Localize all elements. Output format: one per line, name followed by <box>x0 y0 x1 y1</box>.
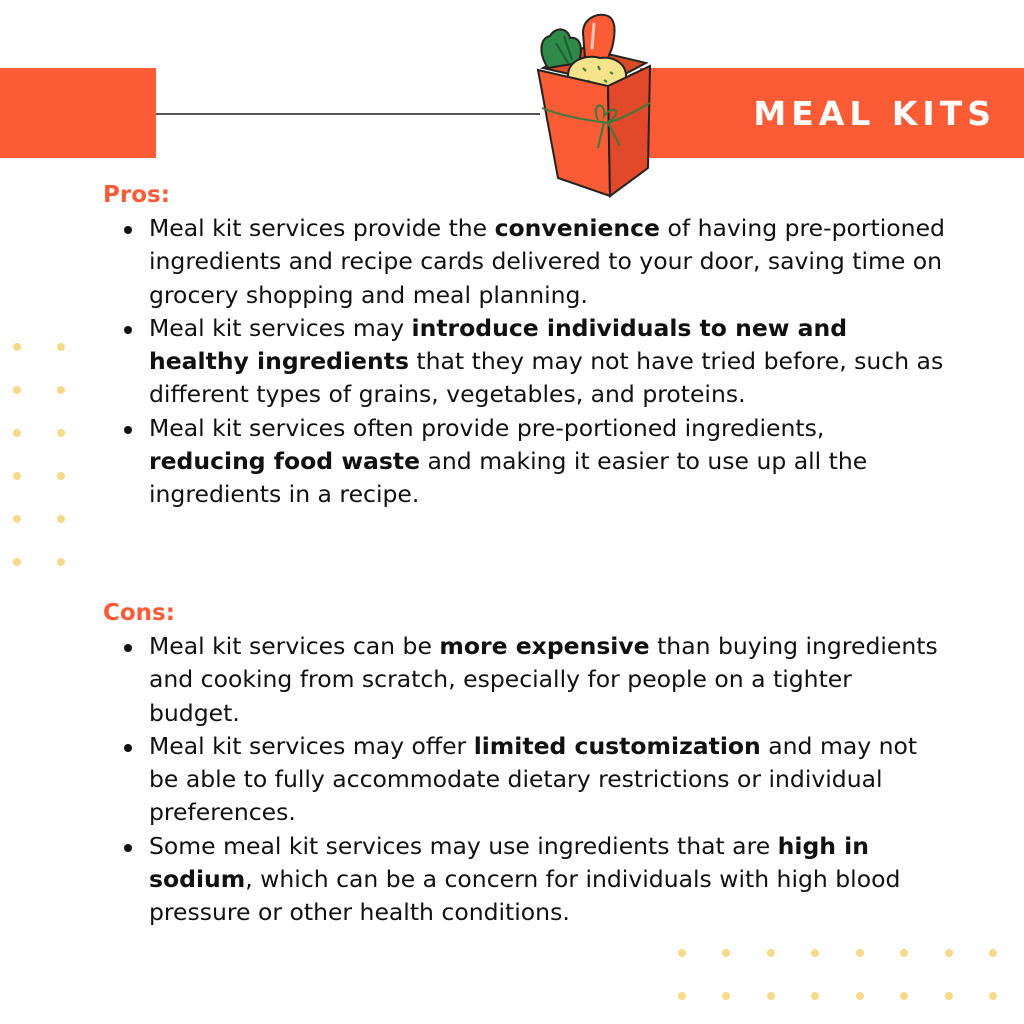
list-item: Meal kit services may offer limited customization and may not be able to fully accommodate dietary restrictions or individual preferences. <box>118 730 948 830</box>
decorative-dot <box>57 472 65 480</box>
decorative-dot <box>57 343 65 351</box>
decorative-dot <box>57 515 65 523</box>
decorative-dot <box>945 992 953 1000</box>
decorative-dot <box>678 992 686 1000</box>
cons-list <box>118 630 948 930</box>
list-item: Some meal kit services may use ingredients that are high in sodium, which can be a concern for individuals with high blood pressure or other health conditions. <box>118 830 948 930</box>
list-item: Meal kit services may introduce individuals to new and healthy ingredients that they may not have tried before, such as different types of grains, vegetables, and proteins. <box>118 312 948 412</box>
pros-list <box>118 212 948 512</box>
decorative-dot <box>13 515 21 523</box>
decorative-dot <box>856 949 864 957</box>
list-item: Meal kit services often provide pre-portioned ingredients, reducing food waste and making it easier to use up all the ingredients in a recipe. <box>118 412 948 512</box>
decorative-dot <box>722 992 730 1000</box>
decorative-dot <box>13 386 21 394</box>
decorative-dot <box>900 992 908 1000</box>
decorative-dot <box>989 992 997 1000</box>
grocery-bag-icon <box>528 8 658 198</box>
decorative-dot <box>13 472 21 480</box>
decorative-dot <box>678 949 686 957</box>
decorative-dot <box>13 558 21 566</box>
cons-heading: Cons: <box>103 600 175 626</box>
page-title: MEAL KITS <box>753 94 996 133</box>
pros-heading: Pros: <box>103 182 170 208</box>
decorative-dot <box>57 558 65 566</box>
decorative-dot <box>13 343 21 351</box>
decorative-dot <box>767 949 775 957</box>
header-bar-left <box>0 68 156 158</box>
decorative-dot <box>989 949 997 957</box>
list-item: Meal kit services provide the convenience of having pre-portioned ingredients and recipe cards delivered to your door, saving time on grocery shopping and meal planning. <box>118 212 948 312</box>
decorative-dot <box>13 429 21 437</box>
decorative-dot <box>767 992 775 1000</box>
decorative-dot <box>945 949 953 957</box>
decorative-dot <box>811 992 819 1000</box>
decorative-dot <box>57 429 65 437</box>
decorative-dot <box>722 949 730 957</box>
decorative-dot <box>811 949 819 957</box>
decorative-dot <box>57 386 65 394</box>
list-item: Meal kit services can be more expensive than buying ingredients and cooking from scratch, especially for people on a tighter budget. <box>118 630 948 730</box>
decorative-dot <box>856 992 864 1000</box>
decorative-dot <box>900 949 908 957</box>
header-divider-line <box>156 113 540 115</box>
